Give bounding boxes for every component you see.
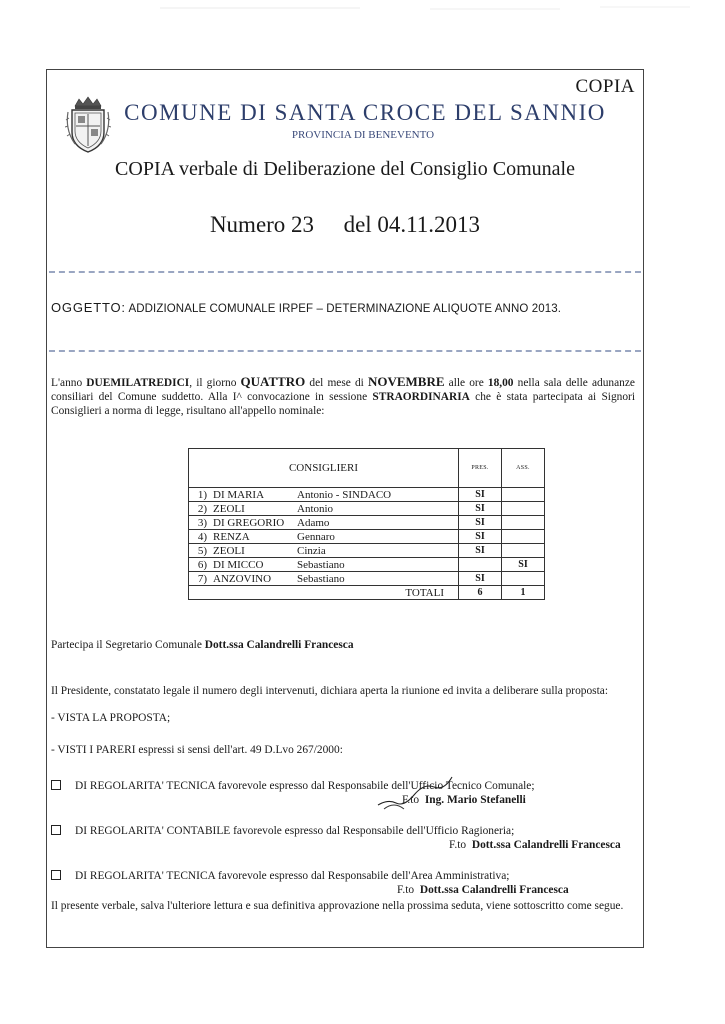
- row-number: 3): [197, 516, 207, 529]
- pres-cell: [459, 558, 502, 572]
- divider-bottom: [49, 350, 641, 352]
- row-number: 4): [197, 530, 207, 543]
- closing-paragraph: Il presente verbale, salva l'ulteriore lettura e sua definitiva approvazione nella prossima seduta, viene sottoscritto come segue.: [51, 900, 624, 912]
- parere-text: DI REGOLARITA' TECNICA favorevole espresso dal Responsabile dell'Ufficio Tecnico Comunale;: [75, 780, 535, 792]
- vista-proposta: - VISTA LA PROPOSTA;: [51, 712, 171, 724]
- pres-cell: SI: [459, 516, 502, 530]
- pres-cell: SI: [459, 544, 502, 558]
- table-row: [189, 502, 545, 516]
- nome: Sebastiano: [297, 572, 345, 585]
- ore: 18,00: [487, 377, 514, 389]
- table-row: [189, 544, 545, 558]
- ass-cell: [502, 572, 545, 586]
- ass-cell: [502, 516, 545, 530]
- table-row: [189, 530, 545, 544]
- presidente-paragraph: Il Presidente, constatato legale il numero degli intervenuti, dichiara aperta la riunione ed invita a deliberare sulla proposta:: [51, 685, 608, 697]
- cognome: DI GREGORIO: [213, 516, 285, 529]
- nome: Adamo: [297, 516, 330, 529]
- divider-top: [49, 271, 641, 273]
- ass-cell: [502, 530, 545, 544]
- copia-label: COPIA: [575, 76, 635, 97]
- cognome: ANZOVINO: [213, 572, 272, 585]
- pres-cell: SI: [459, 502, 502, 516]
- parere-text: DI REGOLARITA' TECNICA favorevole espresso dal Responsabile dell'Area Amministrativa;: [75, 870, 510, 882]
- intro-text: nella sala delle adunanze consiliari del Comune suddetto. Alla I^ convocazione in sessione: [51, 377, 635, 403]
- row-number: 7): [197, 572, 207, 585]
- table-row: [189, 558, 545, 572]
- consigliere-cell: [189, 502, 459, 516]
- header-ass: ASS.: [502, 449, 545, 488]
- segretario-text: Partecipa il Segretario Comunale: [51, 639, 205, 651]
- document-frame: [46, 69, 644, 948]
- table-header-row: [189, 449, 545, 488]
- row-number: 2): [197, 502, 207, 515]
- row-number: 5): [197, 544, 207, 557]
- intro-text: che è stata partecipata ai Signori Consiglieri a norma di legge, risultano all'appello nominale:: [51, 391, 635, 417]
- signer-name: Ing. Mario Stefanelli: [424, 794, 526, 806]
- cognome: ZEOLI: [213, 502, 245, 515]
- fto-label: F.to: [402, 794, 420, 806]
- parere-amministrativa: [51, 869, 635, 883]
- anno: DUEMILATREDICI: [86, 377, 190, 389]
- checkbox-icon: [51, 825, 61, 835]
- sessione: STRAORDINARIA: [372, 391, 470, 403]
- parere-tecnica: [51, 779, 635, 793]
- consiglieri-table: [188, 448, 545, 600]
- verbale-title: COPIA verbale di Deliberazione del Consiglio Comunale: [115, 158, 575, 180]
- consigliere-cell: [189, 558, 459, 572]
- ass-cell: [502, 544, 545, 558]
- row-number: 1): [197, 488, 207, 501]
- numero: Numero 23: [209, 212, 315, 237]
- totali-pres: 6: [459, 586, 502, 600]
- data-delibera: del 04.11.2013: [343, 212, 481, 237]
- signer-name: Dott.ssa Calandrelli Francesca: [471, 839, 621, 851]
- segretario-line: [51, 638, 635, 652]
- table-row: [189, 516, 545, 530]
- consigliere-cell: [189, 572, 459, 586]
- table-row: [189, 572, 545, 586]
- visti-pareri: - VISTI I PARERI espressi si sensi dell'art. 49 D.Lvo 267/2000:: [51, 744, 343, 756]
- intro-text: L'anno: [51, 377, 87, 389]
- intro-text: , il giorno: [189, 377, 241, 389]
- cognome: ZEOLI: [213, 544, 245, 557]
- checkbox-icon: [51, 870, 61, 880]
- fto-label: F.to: [449, 839, 467, 851]
- totali-label: TOTALI: [189, 586, 459, 600]
- nome: Cinzia: [297, 544, 326, 557]
- row-number: 6): [197, 558, 207, 571]
- totali-row: [189, 586, 545, 600]
- header-consiglieri: CONSIGLIERI: [189, 449, 459, 488]
- segretario-name: Dott.ssa Calandrelli Francesca: [204, 639, 354, 651]
- giorno: QUATTRO: [240, 374, 306, 389]
- ass-cell: [502, 488, 545, 502]
- oggetto-label: OGGETTO:: [51, 300, 126, 315]
- comune-title: COMUNE DI SANTA CROCE DEL SANNIO: [124, 100, 606, 125]
- checkbox-icon: [51, 780, 61, 790]
- table-row: [189, 488, 545, 502]
- nome: Gennaro: [297, 530, 335, 543]
- oggetto-text: ADDIZIONALE COMUNALE IRPEF – DETERMINAZIONE ALIQUOTE ANNO 2013.: [128, 303, 561, 315]
- consigliere-cell: [189, 530, 459, 544]
- consigliere-cell: [189, 544, 459, 558]
- cognome: RENZA: [213, 530, 250, 543]
- pres-cell: SI: [459, 572, 502, 586]
- handwritten-signature-icon: [374, 773, 456, 813]
- fto-label: F.to: [397, 884, 415, 896]
- cognome: DI MICCO: [213, 558, 264, 571]
- parere-signature: [397, 884, 569, 896]
- pres-cell: SI: [459, 530, 502, 544]
- pres-cell: SI: [459, 488, 502, 502]
- ass-cell: SI: [502, 558, 545, 572]
- nome: Antonio - SINDACO: [297, 488, 392, 501]
- signer-name: Dott.ssa Calandrelli Francesca: [419, 884, 569, 896]
- header-pres: PRES.: [459, 449, 502, 488]
- intro-text: del mese di: [305, 377, 368, 389]
- mese: NOVEMBRE: [367, 374, 445, 389]
- cognome: DI MARIA: [213, 488, 265, 501]
- parere-contabile: [51, 824, 635, 838]
- nome: Sebastiano: [297, 558, 345, 571]
- scan-marks: [0, 0, 725, 30]
- parere-signature: [449, 839, 621, 851]
- delibera-number: [47, 212, 643, 238]
- provincia-subtitle: PROVINCIA DI BENEVENTO: [291, 129, 435, 141]
- consigliere-cell: [189, 488, 459, 502]
- totali-ass: 1: [502, 586, 545, 600]
- consigliere-cell: [189, 516, 459, 530]
- parere-text: DI REGOLARITA' CONTABILE favorevole espresso dal Responsabile dell'Ufficio Ragioneria;: [75, 825, 515, 837]
- intro-paragraph: [51, 375, 635, 418]
- ass-cell: [502, 502, 545, 516]
- oggetto-line: [51, 300, 561, 315]
- nome: Antonio: [297, 502, 334, 515]
- intro-text: alle ore: [444, 377, 488, 389]
